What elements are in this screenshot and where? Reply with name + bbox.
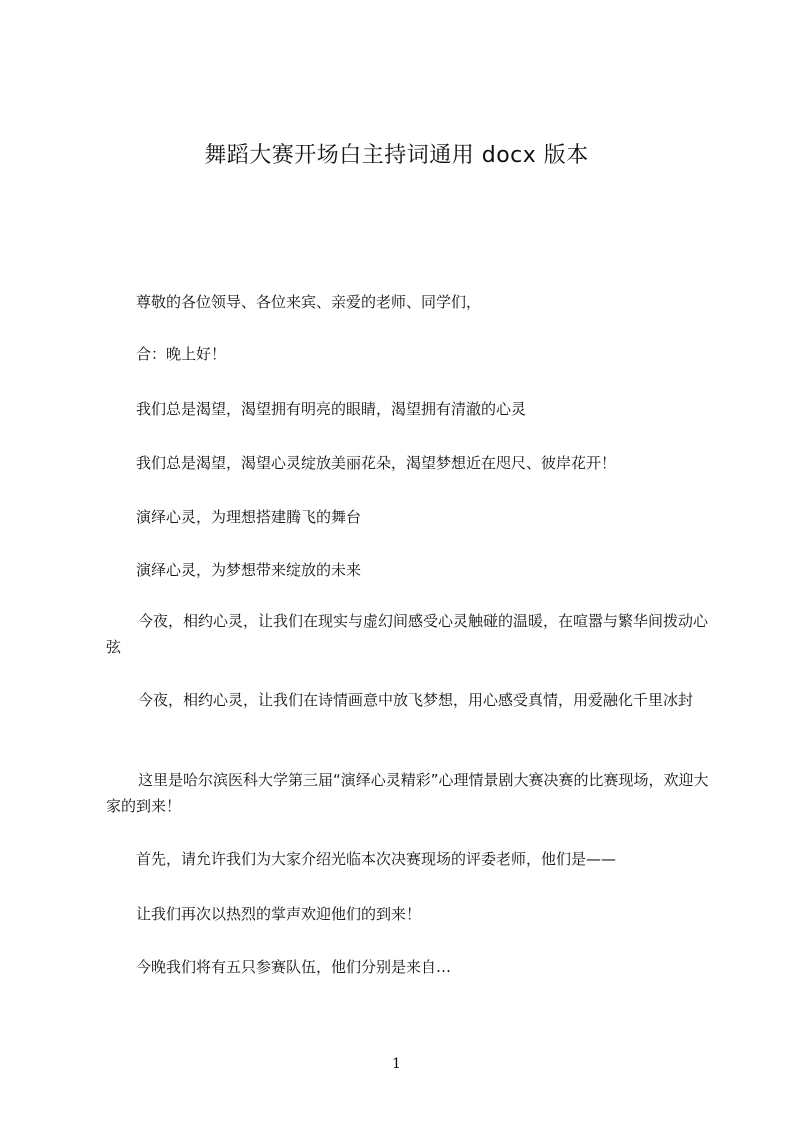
paragraph: 我们总是渴望，渴望拥有明亮的眼睛，渴望拥有清澈的心灵 <box>136 400 527 418</box>
paragraph-greeting: 尊敬的各位领导、各位来宾、亲爱的老师、同学们， <box>136 293 482 311</box>
document-title: 舞蹈大赛开场白主持词通用 docx 版本 <box>204 143 589 168</box>
paragraph-good-evening: 合：晚上好！ <box>136 345 227 363</box>
paragraph: 这里是哈尔滨医科大学第三届“演绎心灵精彩”心理情景剧大赛决赛的比赛现场，欢迎大家的到来！ <box>106 771 709 815</box>
paragraph: 让我们再次以热烈的掌声欢迎他们的到来！ <box>136 905 422 923</box>
paragraph: 演绎心灵，为理想搭建腾飞的舞台 <box>136 508 362 526</box>
paragraph: 我们总是渴望，渴望心灵绽放美丽花朵，渴望梦想近在咫尺、彼岸花开！ <box>136 454 617 472</box>
paragraph: 今晚我们将有五只参赛队伍，他们分别是来自… <box>136 958 452 976</box>
paragraph: 演绎心灵，为梦想带来绽放的未来 <box>136 561 362 579</box>
paragraph: 今夜，相约心灵，让我们在诗情画意中放飞梦想，用心感受真情，用爱融化千里冰封 <box>138 691 694 709</box>
paragraph: 首先，请允许我们为大家介绍光临本次决赛现场的评委老师，他们是—— <box>136 850 617 868</box>
page-number: 1 <box>392 1056 401 1072</box>
paragraph: 今夜，相约心灵，让我们在现实与虚幻间感受心灵触碰的温暖，在喧嚣与繁华间拨动心弦 <box>106 612 709 656</box>
